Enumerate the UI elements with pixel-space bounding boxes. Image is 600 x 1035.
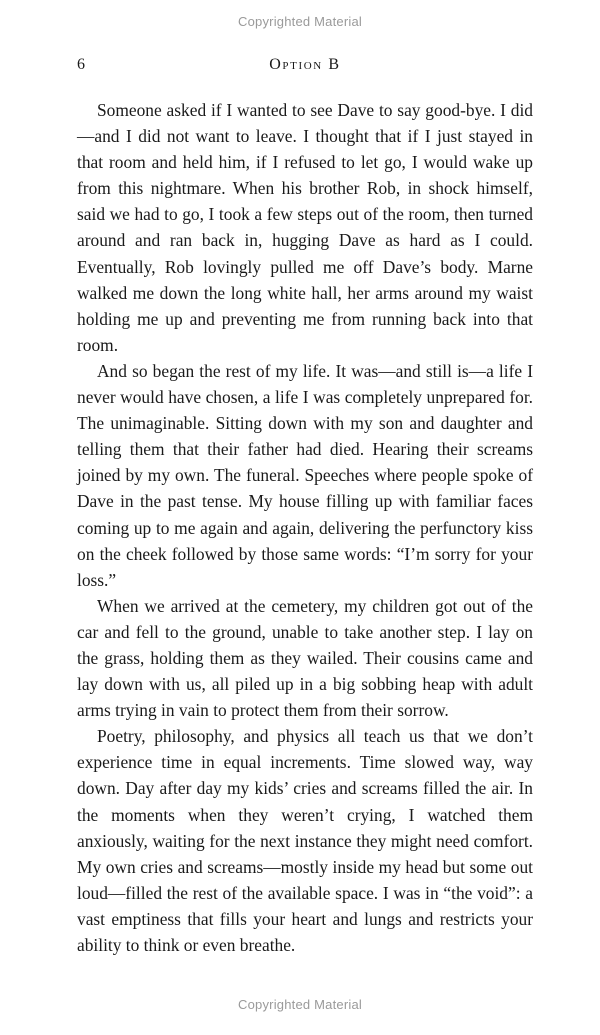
copyright-watermark-top: Copyrighted Material [238,14,362,29]
paragraph-2: And so began the rest of my life. It was—and still is—a life I never would have chosen, a life I was completely unprepared for. The unimaginable. Sitting down with my son and daughter and telling them that their father had died. Hearing their screams joined by my own. The funeral. Speeches where people spoke of Dave in the past tense. My house filling up with familiar faces coming up to me again and again, delivering the perfunctory kiss on the cheek followed by those same words: “I’m sorry for your loss.” [77,360,533,590]
paragraph-4: Poetry, philosophy, and physics all teach us that we don’t experience time in equal increments. Time slowed way, way down. Day after day my kids’ cries and screams filled the air. In the moments when they weren’t crying, I watched them anxiously, waiting for the next instance they might need comfort. My own cries and screams—mostly inside my head but some out loud—filled the rest of the available space. I was in “the void”: a vast emptiness that fills your heart and lungs and restricts your ability to think or even breathe. [77,726,533,955]
body-text [77,97,533,958]
paragraph-3: When we arrived at the cemetery, my children got out of the car and fell to the ground, unable to take another step. I lay on the grass, holding them as they wailed. Their cousins came and lay down with us, all piled up in a big sobbing heap with adult arms trying in vain to protect them from their sorrow. [77,595,533,721]
page-number: 6 [77,56,85,73]
running-head [77,56,533,80]
copyright-watermark-bottom: Copyrighted Material [238,997,362,1012]
book-title: Option B [269,56,341,73]
paragraph-1: Someone asked if I wanted to see Dave to say good-bye. I did—and I did not want to leave. I thought that if I just stayed in that room and held him, if I refused to let go, I would wake up from this nightmare. When his brother Rob, in shock himself, said we had to go, I took a few steps out of the room, then turned around and ran back in, hugging Dave as hard as I could. Eventually, Rob lovingly pulled me off Dave’s body. Marne walked me down the long white hall, her arms around my waist holding me up and preventing me from running back into that room. [77,100,533,355]
